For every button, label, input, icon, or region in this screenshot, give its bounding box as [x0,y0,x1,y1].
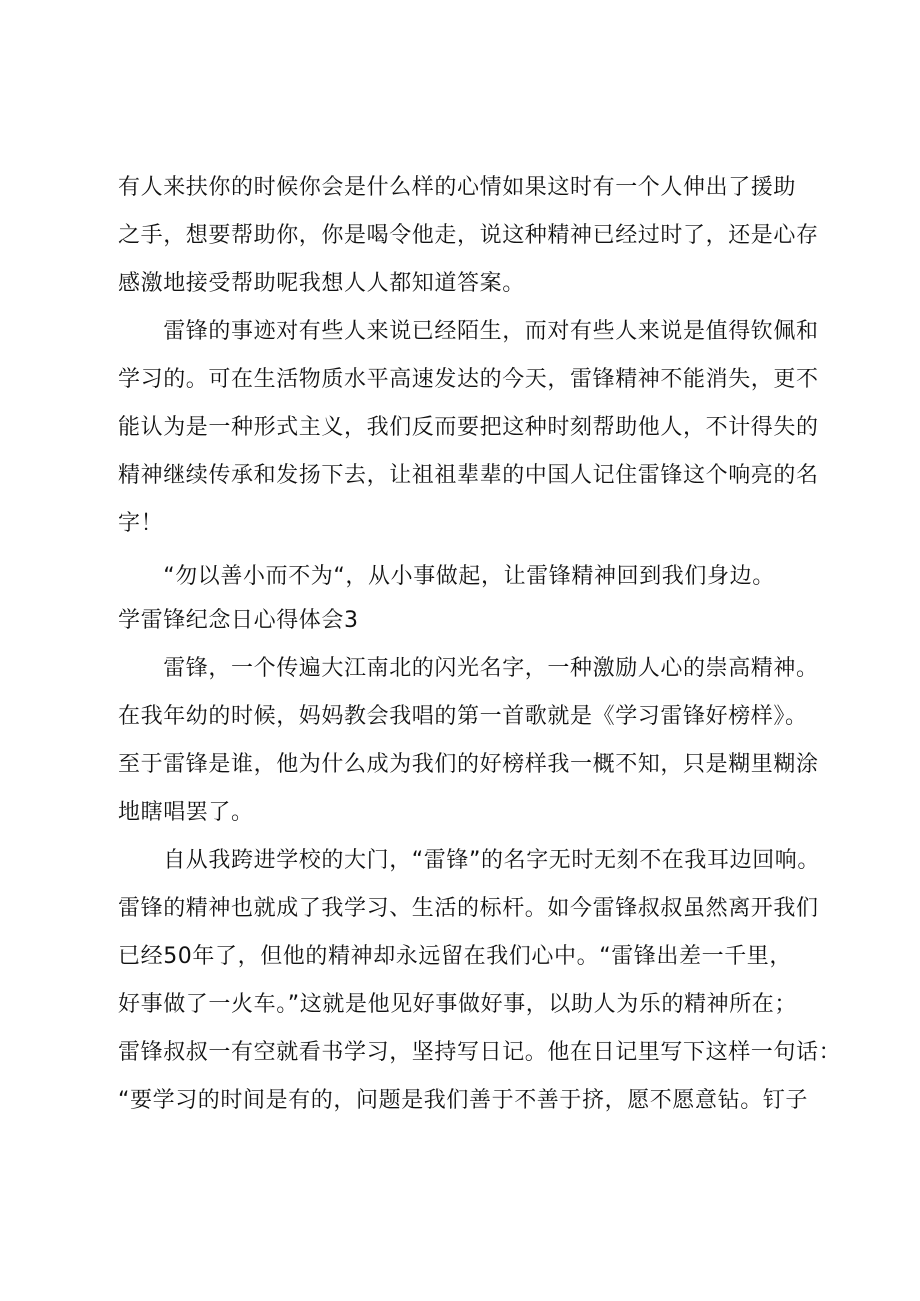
text-line: 之手，想要帮助你，你是喝令他走，说这种精神已经过时了，还是心存 [118,223,819,248]
text-line: 雷锋叔叔一有空就看书学习，坚持写日记。他在日记里写下这样一句话： [118,1040,842,1065]
text-line: 学习的。可在生活物质水平高速发达的今天，雷锋精神不能消失，更不 [118,367,819,392]
quote-line: “勿以善小而不为“，从小事做起，让雷锋精神回到我们身边。 [118,564,775,589]
text-line: 雷锋的事迹对有些人来说已经陌生，而对有些人来说是值得钦佩和 [118,319,819,344]
text-line: 地瞎唱罢了。 [118,800,254,825]
text-line: “要学习的时间是有的，问题是我们善于不善于挤，愿不愿意钻。钉子 [118,1088,808,1113]
text-line: 感激地接受帮助呢我想人人都知道答案。 [118,271,525,296]
text-line: 已经50年了，但他的精神却永远留在我们心中。“雷锋出差一千里， [118,944,792,969]
text-line: 雷锋的精神也就成了我学习、生活的标杆。如今雷锋叔叔虽然离开我们 [118,896,819,921]
section-heading: 学雷锋纪念日心得体会3 [118,608,359,633]
text-line: 在我年幼的时候，妈妈教会我唱的第一首歌就是《学习雷锋好榜样》。 [118,704,808,729]
text-line: 能认为是一种形式主义，我们反而要把这种时刻帮助他人，不计得失的 [118,415,819,440]
text-line: 精神继续传承和发扬下去，让祖祖辈辈的中国人记住雷锋这个响亮的名 [118,463,819,488]
text-line: 字！ [118,511,164,536]
text-line: 雷锋，一个传遍大江南北的闪光名字，一种激励人心的崇高精神。 [118,656,819,681]
text-line: 有人来扶你的时候你会是什么样的心情如果这时有一个人伸出了援助 [118,175,797,200]
text-line: 至于雷锋是谁，他为什么成为我们的好榜样我一概不知，只是糊里糊涂 [118,752,819,777]
text-line: 自从我跨进学校的大门，“雷锋”的名字无时无刻不在我耳边回响。 [118,848,820,873]
text-line: 好事做了一火车。”这就是他见好事做好事，以助人为乐的精神所在； [118,992,797,1017]
